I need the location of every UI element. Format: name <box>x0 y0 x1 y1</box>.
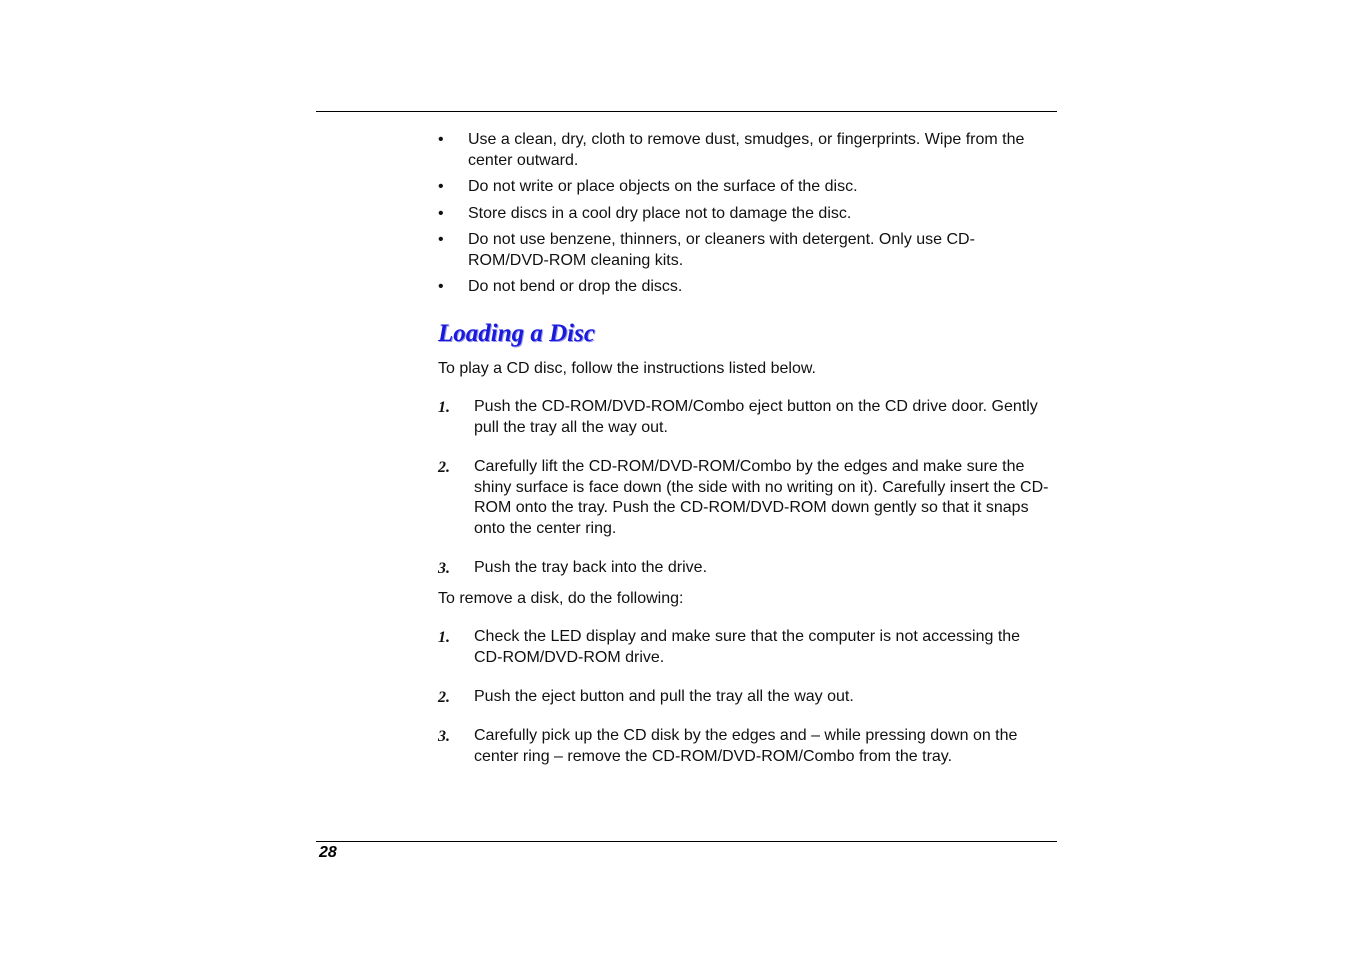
remove-intro-paragraph: To remove a disk, do the following: <box>438 590 684 607</box>
step-number: 2. <box>438 689 450 706</box>
intro-paragraph: To play a CD disc, follow the instructions listed below. <box>438 360 816 377</box>
step-text: Carefully pick up the CD disk by the edges and – while pressing down on the center ring – remove the CD-ROM/DVD-ROM/Combo from the tray. <box>474 727 1018 765</box>
step-text: Push the CD-ROM/DVD-ROM/Combo eject button on the CD drive door. Gently pull the tray all the way out. <box>474 398 1038 436</box>
bullet-text: Do not use benzene, thinners, or cleaners with detergent. Only use CD-ROM/DVD-ROM cleaning kits. <box>468 231 975 269</box>
header-rule <box>316 111 1057 112</box>
bullet-icon: • <box>438 278 444 295</box>
bullet-icon: • <box>438 205 444 222</box>
bullet-text: Use a clean, dry, cloth to remove dust, smudges, or fingerprints. Wipe from the center outward. <box>468 131 1025 169</box>
step-number: 2. <box>438 459 450 476</box>
page-number: 28 <box>319 844 337 861</box>
section-heading: Loading a Disc <box>438 320 595 347</box>
step-text: Push the eject button and pull the tray all the way out. <box>474 688 854 705</box>
bullet-icon: • <box>438 178 444 195</box>
bullet-text: Store discs in a cool dry place not to damage the disc. <box>468 205 852 222</box>
bullet-icon: • <box>438 131 444 148</box>
footer-rule <box>316 841 1057 842</box>
step-text: Push the tray back into the drive. <box>474 559 708 576</box>
bullet-text: Do not write or place objects on the surface of the disc. <box>468 178 858 195</box>
step-number: 3. <box>438 728 450 745</box>
step-number: 1. <box>438 629 450 646</box>
step-text: Check the LED display and make sure that the computer is not accessing the CD-ROM/DVD-ROM drive. <box>474 628 1021 666</box>
step-number: 3. <box>438 560 450 577</box>
step-number: 1. <box>438 399 450 416</box>
bullet-icon: • <box>438 231 444 248</box>
bullet-text: Do not bend or drop the discs. <box>468 278 683 295</box>
step-text: Carefully lift the CD-ROM/DVD-ROM/Combo by the edges and make sure the shiny surface is face down (the side with no writing on it). Carefully insert the CD-ROM onto the tray. Push the CD-ROM/DVD-ROM down gently so that it snaps onto the center ring. <box>474 458 1049 538</box>
